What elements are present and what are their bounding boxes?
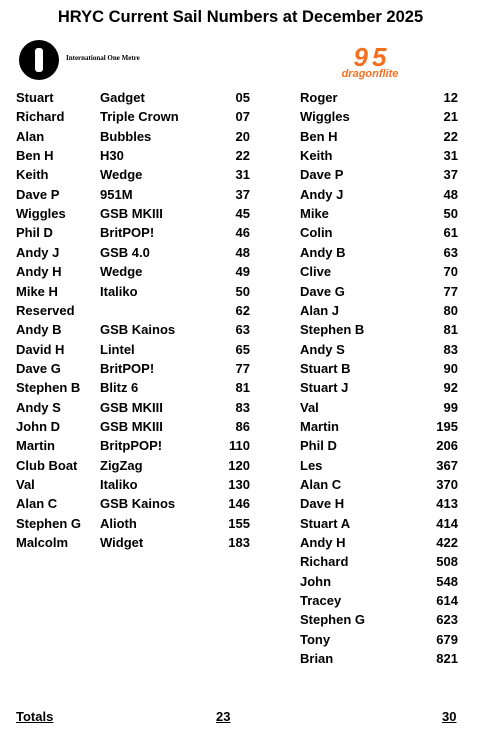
totals-right-count: 30 bbox=[442, 709, 457, 724]
skipper-name: Alan J bbox=[300, 302, 340, 318]
iom-list-row bbox=[16, 301, 256, 320]
skipper-name: Val bbox=[16, 477, 35, 492]
dragonflite-list-row bbox=[300, 88, 460, 107]
skipper-name: Andy S bbox=[16, 399, 61, 415]
dragonflite-list-row bbox=[300, 649, 460, 668]
dragonflite-list-row bbox=[300, 610, 460, 629]
skipper-name: Keith bbox=[300, 148, 333, 164]
boat-name: GSB 4.0 bbox=[100, 244, 150, 260]
dragonflite-list-row bbox=[300, 398, 460, 417]
skipper-name: Andy B bbox=[16, 322, 62, 338]
skipper-name: Wiggles bbox=[300, 109, 350, 125]
skipper-name: Club Boat bbox=[16, 457, 78, 473]
boat-name: Gadget bbox=[100, 90, 145, 105]
iom-list-row bbox=[16, 223, 256, 242]
skipper-name: Stuart B bbox=[300, 360, 351, 376]
dragonflite-list-row bbox=[300, 204, 460, 223]
iom-logo bbox=[19, 40, 199, 80]
sail-number: 63 bbox=[443, 244, 458, 260]
sail-number: 70 bbox=[443, 264, 458, 280]
skipper-name: Dave H bbox=[300, 496, 345, 512]
iom-list-row bbox=[16, 475, 256, 494]
sail-number: 48 bbox=[235, 244, 250, 260]
skipper-name: Phil D bbox=[300, 438, 337, 454]
sail-number: 155 bbox=[228, 515, 250, 531]
sail-number: 65 bbox=[235, 341, 250, 357]
boat-name: H30 bbox=[100, 148, 124, 164]
iom-list-row bbox=[16, 533, 256, 552]
dragonflite-logo bbox=[312, 44, 432, 80]
skipper-name: Stuart bbox=[16, 90, 54, 105]
boat-name: Wedge bbox=[100, 264, 143, 280]
skipper-name: Andy B bbox=[300, 244, 346, 260]
boat-name: Triple Crown bbox=[100, 109, 179, 125]
sail-number: 370 bbox=[436, 477, 458, 492]
skipper-name: Martin bbox=[16, 438, 55, 454]
sail-number: 614 bbox=[436, 593, 458, 609]
skipper-name: Malcolm bbox=[16, 535, 69, 551]
boat-name: 951M bbox=[100, 186, 133, 202]
sail-number: 50 bbox=[235, 283, 250, 299]
boat-name: Bubbles bbox=[100, 128, 152, 144]
sail-number: 90 bbox=[443, 360, 458, 376]
sail-number: 12 bbox=[443, 90, 458, 105]
sail-number: 07 bbox=[235, 109, 250, 125]
boat-name: Alioth bbox=[100, 515, 137, 531]
sail-number: 05 bbox=[235, 90, 250, 105]
boat-name: ZigZag bbox=[100, 457, 143, 473]
dragonflite-list-row bbox=[300, 591, 460, 610]
sail-number: 195 bbox=[436, 418, 458, 434]
sail-number: 31 bbox=[443, 148, 458, 164]
sail-number: 92 bbox=[443, 380, 458, 396]
iom-list-row bbox=[16, 107, 256, 126]
skipper-name: Andy J bbox=[16, 244, 60, 260]
iom-list-row bbox=[16, 127, 256, 146]
sail-number: 99 bbox=[443, 399, 458, 415]
sail-number: 46 bbox=[235, 225, 250, 241]
iom-list-row bbox=[16, 204, 256, 223]
sail-number: 81 bbox=[235, 380, 250, 396]
dragonflite-list-row bbox=[300, 320, 460, 339]
boat-name: Italiko bbox=[100, 477, 138, 492]
skipper-name: Andy H bbox=[16, 264, 62, 280]
boat-name: GSB Kainos bbox=[100, 322, 176, 338]
skipper-name: Dave P bbox=[16, 186, 60, 202]
skipper-name: Wiggles bbox=[16, 206, 66, 222]
sail-number: 80 bbox=[443, 302, 458, 318]
skipper-name: Richard bbox=[16, 109, 65, 125]
sail-number: 120 bbox=[228, 457, 250, 473]
skipper-name: Ben H bbox=[16, 148, 54, 164]
dragonflite-list-row bbox=[300, 301, 460, 320]
iom-list-row bbox=[16, 282, 256, 301]
dragonflite-list-row bbox=[300, 282, 460, 301]
dragonflite-list-row bbox=[300, 262, 460, 281]
skipper-name: Val bbox=[300, 399, 319, 415]
sail-number: 48 bbox=[443, 186, 458, 202]
sail-number: 86 bbox=[235, 418, 250, 434]
dragonflite-list-row bbox=[300, 185, 460, 204]
iom-list-row bbox=[16, 456, 256, 475]
dragonflite-list-row bbox=[300, 417, 460, 436]
skipper-name: Les bbox=[300, 457, 323, 473]
boat-name: Italiko bbox=[100, 283, 138, 299]
skipper-name: Stuart A bbox=[300, 515, 351, 531]
dragonflite-list-row bbox=[300, 475, 460, 494]
skipper-name: Ben H bbox=[300, 128, 338, 144]
sail-number: 22 bbox=[443, 128, 458, 144]
sail-number: 130 bbox=[228, 477, 250, 492]
skipper-name: Colin bbox=[300, 225, 333, 241]
sail-number: 31 bbox=[235, 167, 250, 183]
dragonflite-list-row bbox=[300, 456, 460, 475]
sail-number: 50 bbox=[443, 206, 458, 222]
skipper-name: Dave G bbox=[16, 360, 61, 376]
dragonflite-list-row bbox=[300, 572, 460, 591]
skipper-name: Stephen G bbox=[300, 612, 366, 628]
sail-number: 414 bbox=[436, 515, 458, 531]
sail-number: 508 bbox=[436, 554, 458, 570]
dragonflite-list-row bbox=[300, 436, 460, 455]
iom-logo-text: International One Metre bbox=[66, 54, 140, 62]
skipper-name: Stephen B bbox=[300, 322, 365, 338]
sail-number: 110 bbox=[229, 438, 250, 454]
skipper-name: Stephen G bbox=[16, 515, 82, 531]
sail-number: 413 bbox=[436, 496, 458, 512]
skipper-name: Keith bbox=[16, 167, 49, 183]
skipper-name: Mike H bbox=[16, 283, 58, 299]
boat-name: GSB Kainos bbox=[100, 496, 176, 512]
skipper-name: Stuart J bbox=[300, 380, 349, 396]
page-title: HRYC Current Sail Numbers at December 2025 bbox=[57, 8, 424, 26]
sail-number: 83 bbox=[443, 341, 458, 357]
sail-number: 62 bbox=[235, 302, 250, 318]
skipper-name: Alan bbox=[16, 128, 45, 144]
sail-number: 61 bbox=[443, 225, 458, 241]
sail-number: 422 bbox=[436, 535, 458, 551]
iom-list-row bbox=[16, 262, 256, 281]
iom-list-row bbox=[16, 88, 256, 107]
iom-list-row bbox=[16, 320, 256, 339]
iom-list-row bbox=[16, 514, 256, 533]
skipper-name: David H bbox=[16, 341, 65, 357]
sail-number: 548 bbox=[436, 573, 458, 589]
dragonflite-list-row bbox=[300, 552, 460, 571]
sail-number: 49 bbox=[235, 264, 250, 280]
iom-list-row bbox=[16, 146, 256, 165]
sail-number: 83 bbox=[235, 399, 250, 415]
skipper-name: Clive bbox=[300, 264, 332, 280]
sail-number: 21 bbox=[443, 109, 458, 125]
dragonflite-list-row bbox=[300, 340, 460, 359]
dragonflite-list-row bbox=[300, 127, 460, 146]
dragonflite-list-row bbox=[300, 165, 460, 184]
boat-name: Widget bbox=[100, 535, 144, 551]
skipper-name: Tony bbox=[300, 631, 331, 647]
skipper-name: Stephen B bbox=[16, 380, 81, 396]
skipper-name: Reserved bbox=[16, 302, 75, 318]
iom-list-row bbox=[16, 417, 256, 436]
dragonflite-logo-word: dragonflite bbox=[341, 68, 399, 80]
dragonflite-list-row bbox=[300, 107, 460, 126]
sail-number: 367 bbox=[436, 457, 458, 473]
dragonflite-list-row bbox=[300, 146, 460, 165]
sail-number: 37 bbox=[235, 186, 250, 202]
sail-number: 821 bbox=[436, 651, 458, 667]
skipper-name: Andy J bbox=[300, 186, 344, 202]
skipper-name: Tracey bbox=[300, 593, 342, 609]
sail-number: 146 bbox=[228, 496, 250, 512]
boat-name: GSB MKIII bbox=[100, 418, 163, 434]
skipper-name: Andy S bbox=[300, 341, 345, 357]
iom-list-row bbox=[16, 494, 256, 513]
sail-number: 77 bbox=[235, 360, 250, 376]
iom-list-row bbox=[16, 398, 256, 417]
dragonflite-list-row bbox=[300, 494, 460, 513]
skipper-name: John bbox=[300, 573, 332, 589]
skipper-name: John D bbox=[16, 418, 61, 434]
iom-logo-icon bbox=[19, 40, 59, 80]
dragonflite-list-row bbox=[300, 359, 460, 378]
iom-list-row bbox=[16, 165, 256, 184]
dragonflite-list-row bbox=[300, 378, 460, 397]
skipper-name: Martin bbox=[300, 418, 339, 434]
dragonflite-list-row bbox=[300, 223, 460, 242]
totals-label: Totals bbox=[16, 709, 54, 724]
sail-number: 81 bbox=[443, 322, 458, 338]
iom-list-row bbox=[16, 340, 256, 359]
sail-number: 20 bbox=[235, 128, 250, 144]
sail-number: 37 bbox=[443, 167, 458, 183]
skipper-name: Mike bbox=[300, 206, 329, 222]
skipper-name: Alan C bbox=[300, 477, 342, 492]
boat-name: GSB MKIII bbox=[100, 399, 163, 415]
skipper-name: Richard bbox=[300, 554, 349, 570]
skipper-name: Dave P bbox=[300, 167, 344, 183]
dragonflite-list-row bbox=[300, 243, 460, 262]
sail-number: 63 bbox=[235, 322, 250, 338]
boat-name: BritPOP! bbox=[100, 225, 155, 241]
sail-number: 623 bbox=[436, 612, 458, 628]
totals-left-count: 23 bbox=[216, 709, 231, 724]
iom-list-row bbox=[16, 436, 256, 455]
skipper-name: Roger bbox=[300, 90, 338, 105]
skipper-name: Dave G bbox=[300, 283, 345, 299]
sail-number: 183 bbox=[228, 535, 250, 551]
dragonflite-list-row bbox=[300, 533, 460, 552]
boat-name: BritPOP! bbox=[100, 360, 155, 376]
dragonflite-logo-number: 95 bbox=[353, 44, 391, 72]
iom-list-row bbox=[16, 359, 256, 378]
boat-name: Wedge bbox=[100, 167, 143, 183]
sail-number: 22 bbox=[235, 148, 250, 164]
sail-number: 77 bbox=[443, 283, 458, 299]
skipper-name: Alan C bbox=[16, 496, 58, 512]
boat-name: Blitz 6 bbox=[100, 380, 139, 396]
iom-list-row bbox=[16, 185, 256, 204]
dragonflite-list-row bbox=[300, 514, 460, 533]
skipper-name: Brian bbox=[300, 651, 334, 667]
sail-number: 45 bbox=[235, 206, 250, 222]
boat-name: Lintel bbox=[100, 341, 135, 357]
iom-list-row bbox=[16, 243, 256, 262]
sail-number: 679 bbox=[436, 631, 458, 647]
boat-name: GSB MKIII bbox=[100, 206, 163, 222]
boat-name: BritpPOP! bbox=[100, 438, 163, 454]
skipper-name: Andy H bbox=[300, 535, 346, 551]
dragonflite-list-row bbox=[300, 630, 460, 649]
sail-number: 206 bbox=[436, 438, 458, 454]
iom-list-row bbox=[16, 378, 256, 397]
skipper-name: Phil D bbox=[16, 225, 53, 241]
